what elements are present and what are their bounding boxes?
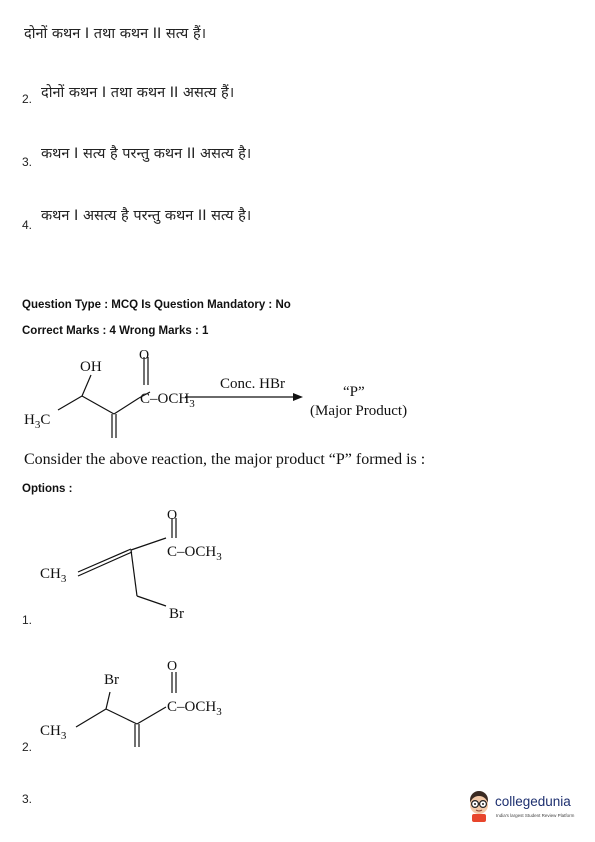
h3c-label: $H_3C$ — [24, 412, 51, 431]
ester-label: $C-OCH_3$ — [167, 544, 222, 563]
option-1-structure — [0, 500, 595, 625]
option-1-text: दोनों कथन I तथा कथन II सत्य हैं। — [24, 26, 207, 42]
o-label: O — [167, 508, 178, 523]
option-2-structure — [0, 650, 595, 755]
ch3-label: $CH_3$ — [40, 723, 67, 742]
option-3-text: कथन I सत्य है परन्तु कथन II असत्य है। — [41, 146, 252, 162]
ch3-label: $CH_3$ — [40, 566, 67, 585]
reagent-label: Conc. HBr — [220, 376, 285, 392]
reaction-scheme — [0, 340, 595, 450]
carbonyl-o-label: O — [139, 348, 150, 363]
ester-label: $C-OCH_3$ — [167, 699, 222, 718]
logo-name: collegedunia — [495, 794, 571, 809]
mascot-icon — [464, 788, 494, 824]
oh-label: OH — [80, 359, 102, 375]
option-4-text: कथन I असत्य है परन्तु कथन II सत्य है। — [41, 208, 252, 224]
br-label: Br — [104, 672, 119, 688]
br-label: Br — [169, 606, 184, 622]
o-label: O — [167, 659, 178, 674]
option-3-number: 3. — [22, 792, 33, 806]
option-2-text: दोनों कथन I तथा कथन II असत्य हैं। — [41, 85, 235, 101]
option-2-number: 2. — [22, 740, 33, 754]
question-prompt: Consider the above reaction, the major product “P” formed is : — [24, 451, 426, 468]
product-note: (Major Product) — [310, 403, 408, 419]
option-1-number: 1. — [22, 613, 33, 627]
product-label: “P” — [343, 384, 365, 400]
option-4-number: 4. — [22, 218, 33, 232]
collegedunia-logo — [464, 788, 588, 828]
ester-label: $C-OCH_3$ — [140, 391, 195, 410]
marks-line: Correct Marks : 4 Wrong Marks : 1 — [22, 325, 209, 337]
logo-tagline: India's largest Student Review Platform — [496, 813, 575, 818]
question-type-line: Question Type : MCQ Is Question Mandatory : No — [22, 299, 291, 311]
option-2-number: 2. — [22, 92, 33, 106]
options-label: Options : — [22, 483, 73, 495]
option-3-number: 3. — [22, 155, 33, 169]
